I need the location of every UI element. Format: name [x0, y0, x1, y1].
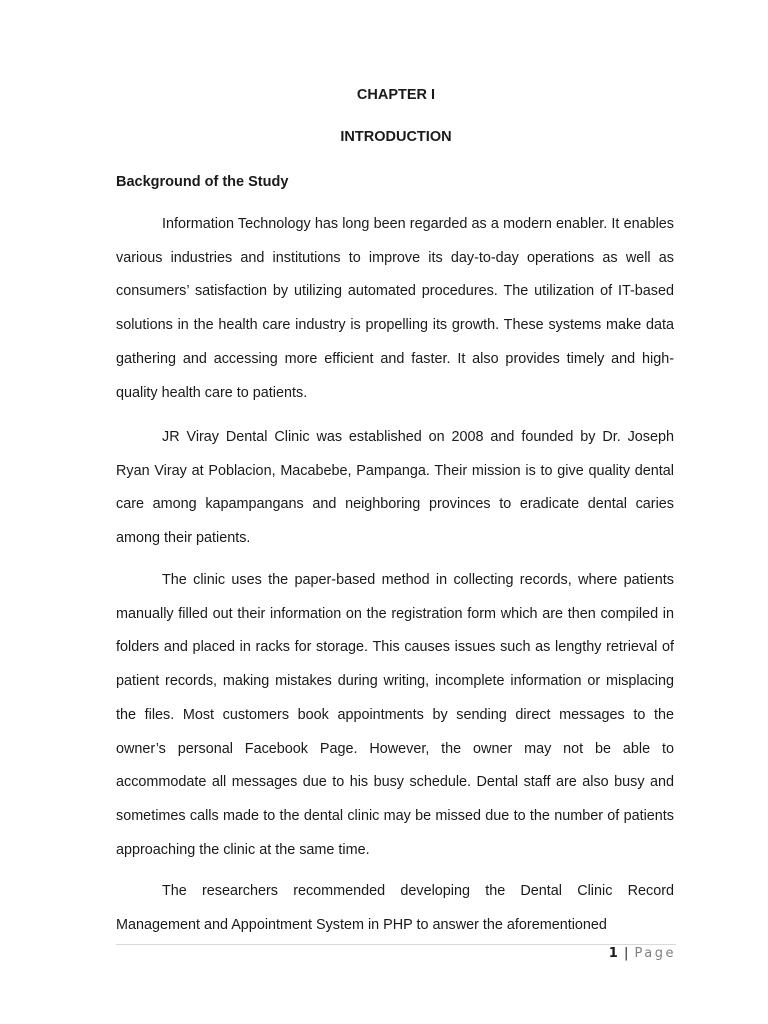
section-title: Background of the Study — [116, 174, 289, 190]
chapter-title: INTRODUCTION — [340, 129, 452, 145]
paragraph-1: Information Technology has long been regarded as a modern enabler. It enables various industries and institutions to improve its day-to-day operations as well as consumers’ satisfaction by utilizing automated procedures. The utilization of IT-based solutions in the health care industry is propelling its growth. These systems make data gathering and accessing more efficient and faster. It also provides timely and high-quality health care to patients. — [116, 216, 674, 401]
paragraph-3: The clinic uses the paper-based method in collecting records, where patients manually filled out their information on the registration form which are then compiled in folders and placed in racks for storage. This causes issues such as lengthy retrieval of patient records, making mistakes during writing, incomplete information or misplacing the files. Most customers book appointments by sending direct messages to the owner’s personal Facebook Page. However, the owner may not be able to accommodate all messages due to his busy schedule. Dental staff are also busy and sometimes calls made to the dental clinic may be missed due to the number of patients approaching the clinic at the same time. — [116, 572, 674, 858]
page-label: Page — [634, 946, 676, 961]
page-number: 1 — [608, 946, 618, 961]
footer-divider — [116, 944, 676, 945]
paragraph-4: The researchers recommended developing the Dental Clinic Record Management and Appointment System in PHP to answer the aforementioned — [116, 883, 674, 933]
page-footer — [609, 946, 676, 961]
chapter-heading: CHAPTER I — [356, 87, 436, 103]
footer-separator: | — [623, 946, 629, 961]
paragraph-2: JR Viray Dental Clinic was established on 2008 and founded by Dr. Joseph Ryan Viray at Poblacion, Macabebe, Pampanga. Their mission is to give quality dental care among kapampangans and neighboring provinces to eradicate dental caries among their patients. — [116, 429, 674, 547]
